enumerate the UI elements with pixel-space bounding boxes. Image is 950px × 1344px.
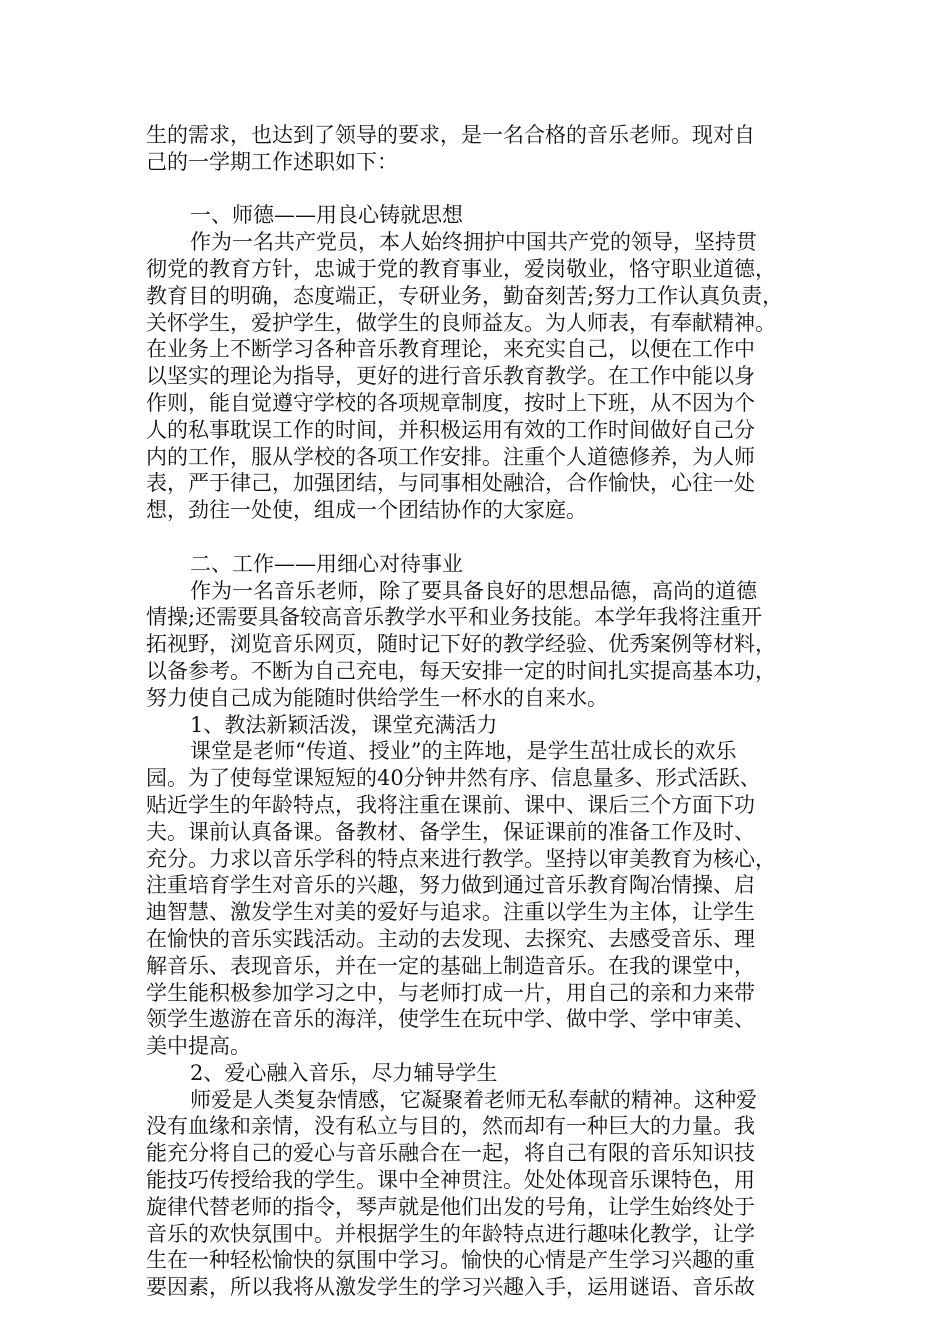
text-line: 生的需求，也达到了领导的要求，是一名合格的音乐老师。现对自 [146,123,755,147]
text-line: 彻党的教育方针，忠诚于党的教育事业，爱岗敬业，恪守职业道德， [146,256,776,281]
text-line: 在愉快的音乐实践活动。主动的去发现、去探究、去感受音乐、理 [146,926,755,951]
text-line: 教育目的明确，态度端正，专研业务，勤奋刻苦;努力工作认真负责， [146,283,784,308]
text-line: 二、工作——用细心对待事业 [190,551,463,576]
text-line: 生在一种轻松愉快的氛围中学习。愉快的心情是产生学习兴趣的重 [146,1248,755,1273]
text-line: 师爱是人类复杂情感，它凝聚着老师无私奉献的精神。这种爱 [190,1087,757,1112]
text-line: 要因素，所以我将从激发学生的学习兴趣入手，运用谜语、音乐故 [146,1275,755,1300]
text-line: 园。为了使每堂课短短的40分钟井然有序、信息量多、形式活跃、 [146,766,761,791]
document-body [146,122,836,1301]
text-line: 贴近学生的年龄特点，我将注重在课前、课中、课后三个方面下功 [146,792,755,817]
text-line: 作则，能自觉遵守学校的各项规章制度，按时上下班，从不因为个 [146,390,755,415]
text-line: 旋律代替老师的指令，琴声就是他们出发的号角，让学生始终处于 [146,1194,755,1219]
text-line: 作为一名共产党员，本人始终拥护中国共产党的领导，坚持贯 [190,230,757,255]
text-line: 能充分将自己的爱心与音乐融合在一起，将自己有限的音乐知识技 [146,1141,755,1166]
text-line: 1、教法新颖活泼，课堂充满活力 [190,712,498,737]
blank-line [146,176,836,203]
text-line: 2、爱心融入音乐，尽力辅导学生 [190,1060,498,1085]
text-line: 己的一学期工作述职如下： [146,149,398,174]
text-line: 以坚实的理论为指导，更好的进行音乐教育教学。在工作中能以身 [146,364,755,389]
text-line: 努力使自己成为能随时供给学生一杯水的自来水。 [146,685,608,710]
text-line: 拓视野，浏览音乐网页，随时记下好的教学经验、优秀案例等材料， [146,632,776,657]
text-line: 关怀学生，爱护学生，做学生的良师益友。为人师表，有奉献精神。 [146,310,776,335]
text-line: 情操;还需要具备较高音乐教学水平和业务技能。本学年我将注重开 [146,605,763,630]
text-line: 夫。课前认真备课。备教材、备学生，保证课前的准备工作及时、 [146,819,755,844]
text-line: 迪智慧、激发学生对美的爱好与追求。注重以学生为主体，让学生 [146,900,755,925]
text-line: 音乐的欢快氛围中。并根据学生的年龄特点进行趣味化教学，让学 [146,1221,755,1246]
text-line: 注重培育学生对音乐的兴趣，努力做到通过音乐教育陶冶情操、启 [146,873,755,898]
text-line: 充分。力求以音乐学科的特点来进行教学。坚持以审美教育为核心， [146,846,776,871]
text-line: 学生能积极参加学习之中，与老师打成一片，用自己的亲和力来带 [146,980,755,1005]
blank-line [146,524,836,551]
text-line: 以备参考。不断为自己充电，每天安排一定的时间扎实提高基本功， [146,658,776,683]
text-line: 解音乐、表现音乐，并在一定的基础上制造音乐。在我的课堂中， [146,953,755,978]
text-line: 内的工作，服从学校的各项工作安排。注重个人道德修养，为人师 [146,444,755,469]
text-line: 一、师德——用良心铸就思想 [190,203,463,228]
text-line: 领学生遨游在音乐的海洋，使学生在玩中学、做中学、学中审美、 [146,1007,755,1032]
text-line: 作为一名音乐老师，除了要具备良好的思想品德，高尚的道德 [190,578,757,603]
text-line: 在业务上不断学习各种音乐教育理论，来充实自己，以便在工作中 [146,337,755,362]
text-line: 能技巧传授给我的学生。课中全神贯注。处处体现音乐课特色，用 [146,1168,755,1193]
text-line: 表，严于律己，加强团结，与同事相处融洽，合作愉快，心往一处 [146,471,755,496]
text-line: 想，劲往一处使，组成一个团结协作的大家庭。 [146,498,587,523]
text-line: 课堂是老师“传道、授业”的主阵地，是学生茁壮成长的欢乐 [190,739,737,764]
text-line: 人的私事耽误工作的时间，并积极运用有效的工作时间做好自己分 [146,417,755,442]
text-line: 美中提高。 [146,1034,251,1059]
text-line: 没有血缘和亲情，没有私立与目的，然而却有一种巨大的力量。我 [146,1114,755,1139]
